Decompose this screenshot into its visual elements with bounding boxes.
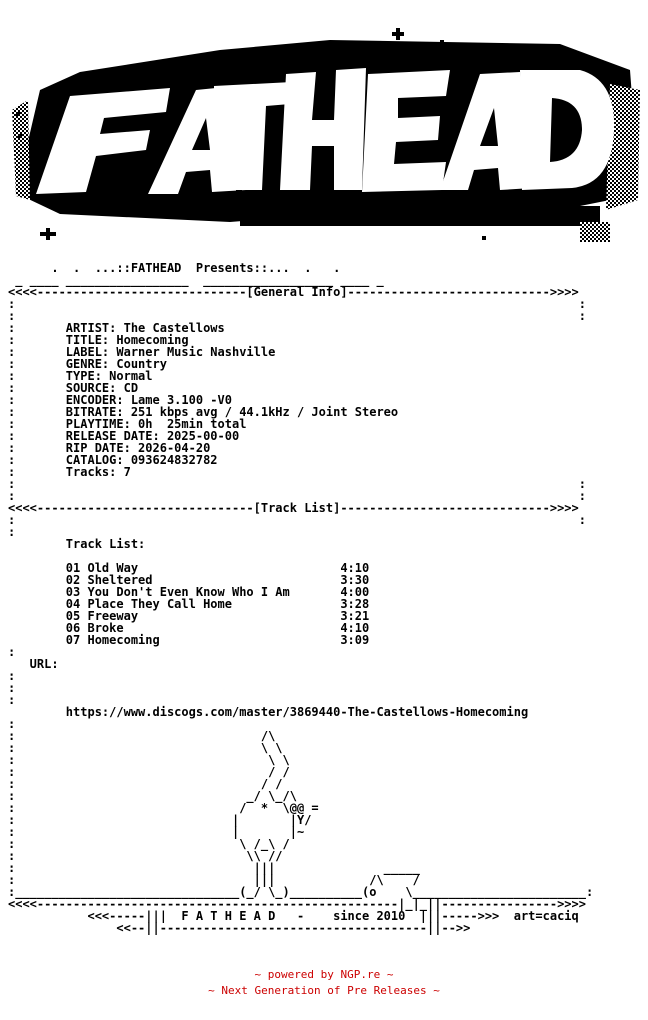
nfo-line: : BITRATE: 251 kbps avg / 44.1kHz / Joint Stereo <box>8 405 399 419</box>
nfo-line: : : <box>8 297 586 311</box>
nfo-line: : <box>8 645 16 659</box>
nfo-line[interactable]: https://www.discogs.com/master/3869440-The-Castellows-Homecoming <box>8 705 529 719</box>
nfo-line: <<<<--------------------------------------------------|_|_||---------------->>>> <box>8 897 586 911</box>
nfo-line: : \ /_\ / <box>8 837 290 851</box>
nfo-line: : GENRE: Country <box>8 357 167 371</box>
nfo-line: : /\ <box>8 729 276 743</box>
nfo-line: <<<<------------------------------[Track List]----------------------------->>>> <box>8 501 579 515</box>
nfo-line: : \\ // <box>8 849 283 863</box>
nfo-line: 01 Old Way 4:10 <box>8 561 370 575</box>
nfo-line: 07 Homecoming 3:09 <box>8 633 370 647</box>
nfo-line: : RIP DATE: 2026-04-20 <box>8 441 211 455</box>
nfo-line: <<<<-----------------------------[General Info]---------------------------->>>> <box>8 285 579 299</box>
nfo-line: : : <box>8 489 586 503</box>
nfo-line: : TITLE: Homecoming <box>8 333 189 347</box>
nfo-line: 06 Broke 4:10 <box>8 621 370 635</box>
nfo-line: : \ \ <box>8 741 283 755</box>
nfo-line: : LABEL: Warner Music Nashville <box>8 345 276 359</box>
nfo-line: 03 You Don't Even Know Who I Am 4:00 <box>8 585 370 599</box>
nfo-line: : : <box>8 477 586 491</box>
nfo-line: _ ____ _________________ __________________ ____ _ <box>8 273 384 287</box>
nfo-line: : RELEASE DATE: 2025-00-00 <box>8 429 240 443</box>
nfo-line: :_______________________________(_/ \_)__________(o \________________________: <box>8 885 594 899</box>
nfo-line: : \ \ <box>8 753 290 767</box>
nfo-line: : <box>8 681 16 695</box>
nfo-line: : ENCODER: Lame 3.100 -V0 <box>8 393 232 407</box>
nfo-line: : ||| /\ / <box>8 873 420 887</box>
nfo-line: : <box>8 525 16 539</box>
nfo-line: : ARTIST: The Castellows <box>8 321 225 335</box>
fathead-logo <box>0 0 648 258</box>
nfo-line: : / / <box>8 777 283 791</box>
nfo-text-block <box>8 261 640 935</box>
nfo-line: <<<-----||| F A T H E A D - since 2010 |||----->>> art=caciq <box>8 909 579 923</box>
nfo-line: : PLAYTIME: 0h 25min total <box>8 417 247 431</box>
nfo-line: : : <box>8 513 586 527</box>
nfo-line: : <box>8 693 16 707</box>
nfo-line: : / / <box>8 765 290 779</box>
nfo-line: 05 Freeway 3:21 <box>8 609 370 623</box>
nfo-line: : ||| _____ <box>8 861 420 875</box>
nfo-line: 04 Place They Call Home 3:28 <box>8 597 370 611</box>
nfo-line: Track List: <box>8 537 146 551</box>
nfo-line: : <box>8 717 16 731</box>
nfo-line: : SOURCE: CD <box>8 381 139 395</box>
nfo-line: : <box>8 669 16 683</box>
nfo-line: : CATALOG: 093624832782 <box>8 453 218 467</box>
powered-by-line: ~ powered by NGP.re ~ <box>254 968 394 981</box>
nfo-line: . . ...::FATHEAD Presents::... . . <box>8 261 341 275</box>
nfo-line: : | |Y/ <box>8 813 312 827</box>
nfo-line: : _/ \_/\ <box>8 789 297 803</box>
nfo-line: <<--||-------------------------------------||-->> <box>8 921 471 935</box>
nfo-line: : | |~ <box>8 825 305 839</box>
nfo-line: : TYPE: Normal <box>8 369 153 383</box>
nfo-line: 02 Sheltered 3:30 <box>8 573 370 587</box>
next-gen-pre-releases-line: ~ Next Generation of Pre Releases ~ <box>208 984 440 997</box>
nfo-line: URL: <box>8 657 59 671</box>
nfo-line: : / * \@@ = <box>8 801 319 815</box>
nfo-line: : Tracks: 7 <box>8 465 131 479</box>
nfo-line: : : <box>8 309 586 323</box>
